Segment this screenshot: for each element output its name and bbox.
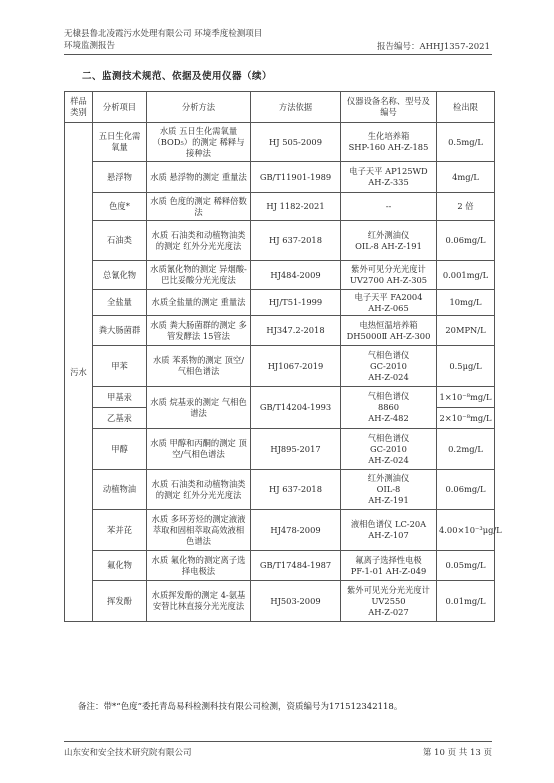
limit-cell: 0.01mg/L [437, 581, 495, 622]
limit-cell: 0.5mg/L [437, 123, 495, 162]
item-cell: 悬浮物 [93, 162, 147, 193]
table-row [65, 123, 495, 162]
footer-divider [64, 741, 492, 742]
item-cell: 石油类 [93, 221, 147, 261]
col-header-category: 样品类别 [65, 92, 93, 123]
limit-cell: 0.05mg/L [437, 551, 495, 581]
table-row [65, 221, 495, 261]
instrument-cell: 电子天平 FA2004 AH-Z-065 [341, 290, 437, 316]
table-row [65, 316, 495, 346]
instrument-cell: 生化培养箱 SHP-160 AH-Z-185 [341, 123, 437, 162]
table-row [65, 290, 495, 316]
method-cell: 水质 烷基汞的测定 气相色谱法 [147, 387, 251, 429]
item-cell: 五日生化需氧量 [93, 123, 147, 162]
instrument-cell: 液相色谱仪 LC-20A AH-Z-107 [341, 510, 437, 551]
method-cell: 水质 多环芳烃的测定液液萃取和固相萃取高效液相色谱法 [147, 510, 251, 551]
table-row [65, 261, 495, 290]
item-cell: 粪大肠菌群 [93, 316, 147, 346]
instrument-cell: -- [341, 193, 437, 221]
method-cell: 水质挥发酚的测定 4-氨基安替比林直接分光光度法 [147, 581, 251, 622]
basis-cell: HJ484-2009 [251, 261, 341, 290]
limit-cell: 0.06mg/L [437, 221, 495, 261]
col-header-limit: 检出限 [437, 92, 495, 123]
table-note: 备注：带*“色度”委托青岛易科检测科技有限公司检测，资质编号为171512342118。 [78, 702, 403, 712]
basis-cell: HJ478-2009 [251, 510, 341, 551]
basis-cell: HJ503-2009 [251, 581, 341, 622]
basis-cell: GB/T17484-1987 [251, 551, 341, 581]
method-cell: 水质 石油类和动植物油类的测定 红外分光光度法 [147, 470, 251, 510]
item-cell: 色度* [93, 193, 147, 221]
limit-cell: 4.00×10⁻³μg/L [437, 510, 495, 551]
table-row [65, 162, 495, 193]
basis-cell: HJ 637-2018 [251, 470, 341, 510]
table-row [65, 581, 495, 622]
limit-cell: 0.2mg/L [437, 429, 495, 470]
limit-cell: 1×10⁻⁸mg/L [437, 387, 495, 408]
instrument-cell: 电子天平 AP125WD AH-Z-335 [341, 162, 437, 193]
item-cell: 动植物油 [93, 470, 147, 510]
table-row [65, 470, 495, 510]
limit-cell: 2 倍 [437, 193, 495, 221]
limit-cell: 0.06mg/L [437, 470, 495, 510]
sample-category-cell: 污水 [65, 123, 93, 622]
method-cell: 水质 色度的测定 稀释倍数法 [147, 193, 251, 221]
method-cell: 水质 悬浮物的测定 重量法 [147, 162, 251, 193]
header-divider [64, 54, 492, 55]
methods-table [64, 91, 502, 622]
item-cell: 甲基汞 [93, 387, 147, 408]
limit-cell: 20MPN/L [437, 316, 495, 346]
basis-cell: HJ895-2017 [251, 429, 341, 470]
report-number: 报告编号：AHHJ1357-2021 [376, 42, 490, 52]
col-header-basis: 方法依据 [251, 92, 341, 123]
item-cell: 苯并芘 [93, 510, 147, 551]
basis-cell: GB/T14204-1993 [251, 387, 341, 429]
item-cell: 甲醇 [93, 429, 147, 470]
item-cell: 挥发酚 [93, 581, 147, 622]
method-cell: 水质氰化物的测定 异烟酸-巴比妥酸分光光度法 [147, 261, 251, 290]
limit-cell: 4mg/L [437, 162, 495, 193]
basis-cell: HJ347.2-2018 [251, 316, 341, 346]
instrument-cell: 紫外可见光分光光度计 UV2550 AH-Z-027 [341, 581, 437, 622]
instrument-cell: 红外测油仪 OIL-8 AH-Z-191 [341, 221, 437, 261]
basis-cell: HJ/T51-1999 [251, 290, 341, 316]
header-line1: 无棣县鲁北凌霞污水处理有限公司 环境季度检测项目 [64, 29, 263, 39]
col-header-instrument: 仪器设备名称、型号及编号 [341, 92, 437, 123]
limit-cell: 10mg/L [437, 290, 495, 316]
limit-cell: 0.001mg/L [437, 261, 495, 290]
instrument-cell: 紫外可见分光光度计 UV2700 AH-Z-305 [341, 261, 437, 290]
item-cell: 总氰化物 [93, 261, 147, 290]
instrument-cell: 气相色谱仪 GC-2010 AH-Z-024 [341, 429, 437, 470]
method-cell: 水质 苯系物的测定 顶空/气相色谱法 [147, 346, 251, 387]
basis-cell: HJ1067-2019 [251, 346, 341, 387]
table-header-row [65, 92, 495, 123]
table-row [65, 510, 495, 551]
col-header-item: 分析项目 [93, 92, 147, 123]
method-cell: 水质全盐量的测定 重量法 [147, 290, 251, 316]
section-title: 二、监测技术规范、依据及使用仪器（续） [82, 71, 273, 82]
basis-cell: HJ 505-2009 [251, 123, 341, 162]
basis-cell: HJ 1182-2021 [251, 193, 341, 221]
table-row [65, 429, 495, 470]
table-row [65, 551, 495, 581]
instrument-cell: 电热恒温培养箱 DH5000Ⅱ AH-Z-300 [341, 316, 437, 346]
limit-cell: 2×10⁻⁸mg/L [437, 408, 495, 429]
footer-org: 山东安和安全技术研究院有限公司 [64, 748, 192, 758]
footer-page: 第 10 页 共 13 页 [422, 748, 492, 758]
method-cell: 水质 粪大肠菌群的测定 多管发酵法 15管法 [147, 316, 251, 346]
item-cell: 乙基汞 [93, 408, 147, 429]
header-line2: 环境监测报告 [64, 41, 116, 51]
instrument-cell: 气相色谱仪 8860 AH-Z-482 [341, 387, 437, 429]
basis-cell: GB/T11901-1989 [251, 162, 341, 193]
item-cell: 氟化物 [93, 551, 147, 581]
method-cell: 水质 氟化物的测定离子选择电极法 [147, 551, 251, 581]
method-cell: 水质 五日生化需氧量（BOD₅）的测定 稀释与接种法 [147, 123, 251, 162]
instrument-cell: 氟离子选择性电极 PF-1-01 AH-Z-049 [341, 551, 437, 581]
col-header-method: 分析方法 [147, 92, 251, 123]
instrument-cell: 气相色谱仪 GC-2010 AH-Z-024 [341, 346, 437, 387]
item-cell: 全盐量 [93, 290, 147, 316]
limit-cell: 0.5μg/L [437, 346, 495, 387]
instrument-cell: 红外测油仪 OIL-8 AH-Z-191 [341, 470, 437, 510]
method-cell: 水质 甲醇和丙酮的测定 顶空/气相色谱法 [147, 429, 251, 470]
table-row [65, 387, 495, 408]
basis-cell: HJ 637-2018 [251, 221, 341, 261]
method-cell: 水质 石油类和动植物油类的测定 红外分光光度法 [147, 221, 251, 261]
item-cell: 甲苯 [93, 346, 147, 387]
table-row [65, 346, 495, 387]
report-header [64, 28, 262, 52]
table-row [65, 193, 495, 221]
